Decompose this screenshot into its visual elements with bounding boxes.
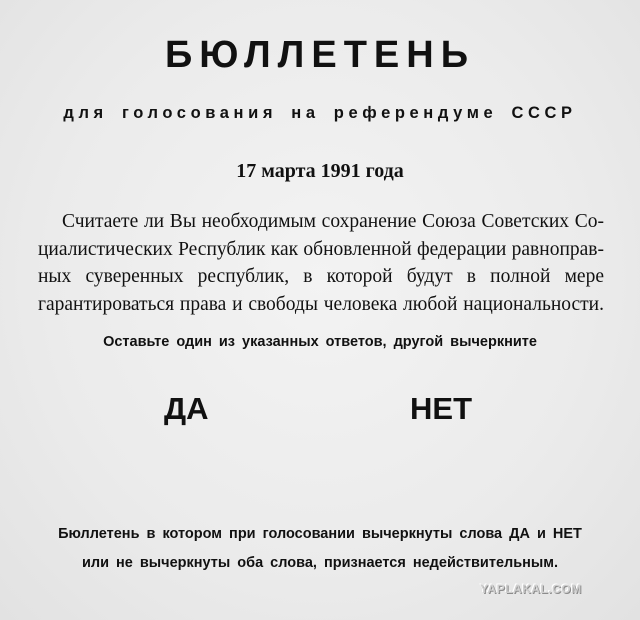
referendum-question: [38, 208, 604, 318]
referendum-date: 17 марта 1991 года: [236, 160, 404, 182]
question-line: Считаете ли Вы необходимым сохранение Союза Советских Со-: [62, 211, 604, 232]
answer-yes: ДА: [164, 391, 209, 426]
ballot-subtitle: для голосования на референдуме СССР: [63, 104, 577, 122]
invalid-ballot-note-line: Бюллетень в котором при голосовании вычеркнуты слова ДА и НЕТ: [58, 526, 582, 542]
question-line: циалистических Республик как обновленной федерации равноправ-: [38, 238, 604, 260]
answer-no: НЕТ: [410, 391, 472, 426]
voting-instruction: Оставьте один из указанных ответов, другой вычеркните: [103, 334, 537, 350]
ballot-title: БЮЛЛЕТЕНЬ: [164, 34, 476, 76]
site-watermark: YAPLAKAL.COM: [480, 582, 582, 596]
question-line: гарантироваться права и свободы человека любой национальности.: [38, 293, 604, 315]
question-line: ных суверенных республик, в которой будут в полной мере: [38, 266, 604, 287]
invalid-ballot-note-line: или не вычеркнуты оба слова, признается недействительным.: [81, 555, 559, 571]
